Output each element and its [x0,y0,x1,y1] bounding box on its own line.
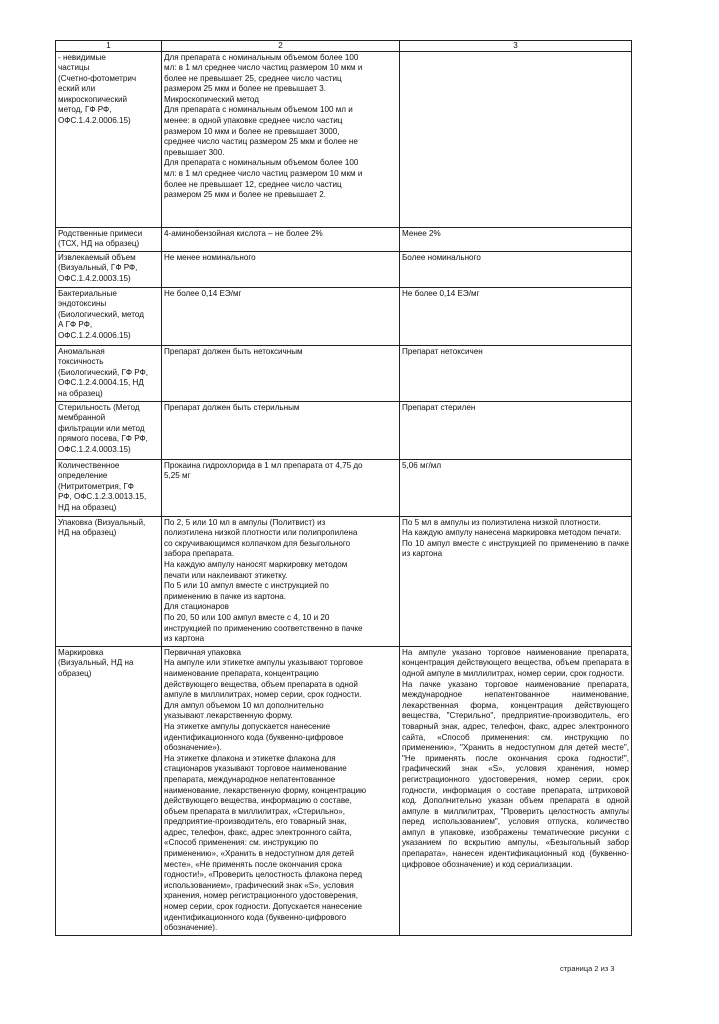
result-cell [400,51,632,227]
header-col-2: 2 [162,41,400,52]
indicator-cell: Аномальная токсичность (Биологический, ГФ РФ, ОФС.1.2.4.0004.15, НД на образец) [56,345,162,401]
table-header-row [56,41,632,52]
indicator-cell: Стерильность (Метод мембранной фильтрации или метод прямого посева, ГФ РФ, ОФС.1.2.4.0003.15) [56,401,162,459]
indicator-cell: Извлекаемый объем (Визуальный, ГФ РФ, ОФС.1.4.2.0003.15) [56,251,162,287]
table-row [56,345,632,401]
indicator-cell: Бактериальные эндотоксины (Биологический, метод А ГФ РФ, ОФС.1.2.4.0006.15) [56,287,162,345]
norm-cell: Препарат должен быть стерильным [162,401,400,459]
norm-cell: Прокаина гидрохлорида в 1 мл препарата от 4,75 до 5,25 мг [162,459,400,516]
indicator-cell: Родственные примеси (ТСХ, НД на образец) [56,227,162,251]
header-col-3: 3 [400,41,632,52]
table-row [56,646,632,935]
norm-cell: Первичная упаковка На ампуле или этикетке ампулы указывают торговое наименование препарата, концентрацию действующего вещества, объем препарата в одной ампуле в миллилитрах, номер серии, срок годности. Для ампул объемом 10 мл дополнительно указывают лекарственную форму. На этикетке ампулы допускается нанесение идентификационного кода (буквенно-цифровое обозначение»). На этикетке флакона и этикетке флакона для стационаров указывают торговое наименование препарата, международное непатентованное наименование, лекарственную форму, концентрацию действующего вещества, информацию о составе, объем препарата в миллилитрах, «Стерильно», предприятие-производитель, его товарный знак, адрес, телефон, факс, адрес электронного сайта, «Способ применения: см. инструкцию по применению», «Хранить в недоступном для детей месте», «Не применять после окончания срока годности!», «Проверить целостность флакона перед использованием», графический знак «S», условия хранения, номер регистрационного удостоверения, номер серии, срок годности. Допускается нанесение идентификационного кода (буквенно-цифрового обозначение). [162,646,400,935]
result-cell: Менее 2% [400,227,632,251]
table-row [56,227,632,251]
table-row [56,401,632,459]
norm-cell: Для препарата с номинальным объемом более 100 мл: в 1 мл среднее число частиц размером 10 мкм и более не превышает 25, среднее число частиц размером 25 мкм и более не превышает 3. Микроскопический метод Для препарата с номинальным объемом 100 мл и менее: в одной упаковке среднее число частиц размером 10 мкм и более не превышает 3000, среднее число частиц размером 25 мкм и более не превышает 300. Для препарата с номинальным объемом более 100 мл: в 1 мл среднее число частиц размером 10 мкм и более не превышает 12, среднее число частиц размером 25 мкм и более не превышает 2. [162,51,400,227]
result-cell: Препарат нетоксичен [400,345,632,401]
indicator-cell: Упаковка (Визуальный, НД на образец) [56,516,162,646]
result-cell: На ампуле указано торговое наименование препарата, концентрация действующего вещества, объем препарата в одной ампуле в миллилитрах, номер серии, срок годности. На пачке указано торговое наименование препарата, международное непатентованное наименование, лекарственная форма, концентрация действующего вещества, "Стерильно", предприятие-производитель, его товарный знак, адрес, телефон, факс, адрес электронного сайта, «Способ применения: см. инструкцию по применению», "Хранить в недоступном для детей месте", "Не применять после окончания срока годности!", графический знак «S», условия хранения, номер регистрационного удостоверения, номер серии, срок годности, информация о составе препарата, штриховой код. Дополнительно указан объем препарата в одной ампуле в миллилитрах, "Проверить целостность ампулы перед использованием", условия отпуска, количество ампул в упаковке, изображены тематические рисунки с указанием по вскрытию ампулы, «Безыгольный забор препарата», нанесен идентификационный код (буквенно-цифровое обозначение) и код сериализации. [400,646,632,935]
header-col-1: 1 [56,41,162,52]
table-row [56,51,632,227]
table-row [56,287,632,345]
result-cell: 5,06 мг/мл [400,459,632,516]
result-cell: Не более 0,14 ЕЭ/мг [400,287,632,345]
specification-table [55,40,632,936]
result-cell: По 5 мл в ампулы из полиэтилена низкой плотности. На каждую ампулу нанесена маркировка методом печати. По 10 ампул вместе с инструкцией по применению в пачке из картона [400,516,632,646]
indicator-cell: Маркировка (Визуальный, НД на образец) [56,646,162,935]
indicator-cell: - невидимые частицы (Счетно-фотометрич еский или микроскопический метод, ГФ РФ, ОФС.1.4.2.0006.15) [56,51,162,227]
indicator-cell: Количественное определение (Нитритометрия, ГФ РФ, ОФС.1.2.3.0013.15, НД на образец) [56,459,162,516]
result-cell: Более номинального [400,251,632,287]
page-number: страница 2 из 3 [560,964,615,973]
result-cell: Препарат стерилен [400,401,632,459]
norm-cell: 4-аминобензойная кислота – не более 2% [162,227,400,251]
norm-cell: Не более 0,14 ЕЭ/мг [162,287,400,345]
table-row [56,516,632,646]
table-row [56,251,632,287]
norm-cell: По 2, 5 или 10 мл в ампулы (Политвист) из полиэтилена низкой плотности или полипропилена со скручивающимся колпачком для безыгольного забора препарата. На каждую ампулу наносят маркировку методом печати или наклеивают этикетку. По 5 или 10 ампул вместе с инструкцией по применению в пачке из картона. Для стационаров По 20, 50 или 100 ампул вместе с 4, 10 и 20 инструкцией по применению соответственно в пачке из картона [162,516,400,646]
norm-cell: Не менее номинального [162,251,400,287]
norm-cell: Препарат должен быть нетоксичным [162,345,400,401]
table-row [56,459,632,516]
